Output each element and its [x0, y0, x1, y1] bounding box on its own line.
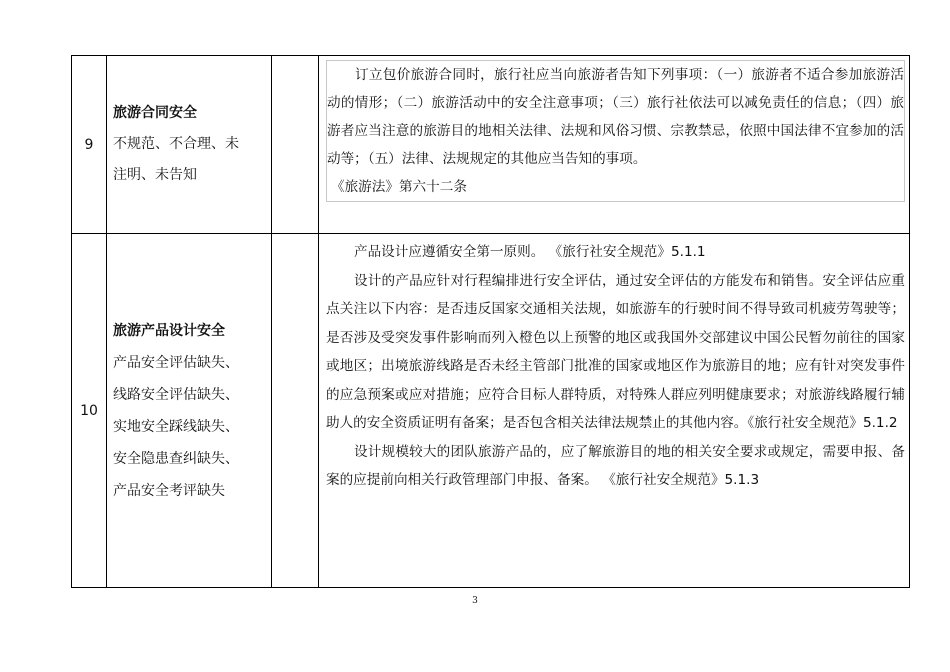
category-item: 不规范、不合理、未 [113, 136, 239, 152]
category-cell [107, 234, 272, 588]
category-title: 旅游产品设计安全 [113, 322, 225, 339]
content-cell [319, 234, 910, 588]
category-item: 注明、未告知 [113, 167, 197, 183]
category-item: 线路安全评估缺失、 [113, 386, 239, 403]
table-row [72, 234, 910, 588]
content-box [326, 60, 905, 202]
category-item: 实地安全踩线缺失、 [113, 418, 239, 435]
content-paragraph: 设计规模较大的团队旅游产品的，应了解旅游目的地的相关安全要求或规定，需要申报、备案的应提前向相关行政管理部门申报、备案。 《旅行社安全规范》5.1.3 [326, 443, 905, 488]
content-paragraph: 设计的产品应针对行程编排进行安全评估，通过安全评估的方能发布和销售。安全评估应重点关注以下内容：是否违反国家交通相关法规，如旅游车的行驶时间不得导致司机疲劳驾驶等；是否涉及受突发事件影响而列入橙色以上预警的地区或我国外交部建议中国公民暂勿前往的国家或地区；出境旅游线路是否未经主管部门批准的国家或地区作为旅游目的地；应有针对突发事件的应急预案或应对措施；应符合目标人群特质，对特殊人群应列明健康要求；对旅游线路履行辅助人的安全资质证明有备案；是否包含相关法律法规禁止的其他内容。《旅行社安全规范》5.1.2 [326, 272, 905, 431]
row-number: 10 [72, 234, 107, 588]
content-paragraph: 产品设计应遵循安全第一原则。 《旅行社安全规范》5.1.1 [354, 244, 706, 260]
content-paragraph: 订立包价旅游合同时，旅行社应当向旅游者告知下列事项：（一）旅游者不适合参加旅游活动的情形；（二）旅游活动中的安全注意事项；（三）旅行社依法可以减免责任的信息；（四）旅游者应当注意的旅游目的地相关法律、法规和风俗习惯、宗教禁忌，依照中国法律不宜参加的活动等；（五）法律、法规规定的其他应当告知的事项。 [327, 67, 904, 167]
category-item: 产品安全考评缺失 [113, 482, 225, 499]
regulation-table [71, 55, 910, 588]
empty-cell [272, 234, 319, 588]
category-title: 旅游合同安全 [113, 105, 197, 121]
category-item: 安全隐患查纠缺失、 [113, 450, 239, 467]
citation: 《旅游法》第六十二条 [331, 179, 467, 195]
page-number: 3 [472, 596, 478, 606]
empty-cell [272, 56, 319, 234]
row-number: 9 [72, 56, 107, 234]
table-row [72, 56, 910, 234]
category-cell [107, 56, 272, 234]
category-item: 产品安全评估缺失、 [113, 354, 239, 371]
content-cell [319, 56, 910, 234]
